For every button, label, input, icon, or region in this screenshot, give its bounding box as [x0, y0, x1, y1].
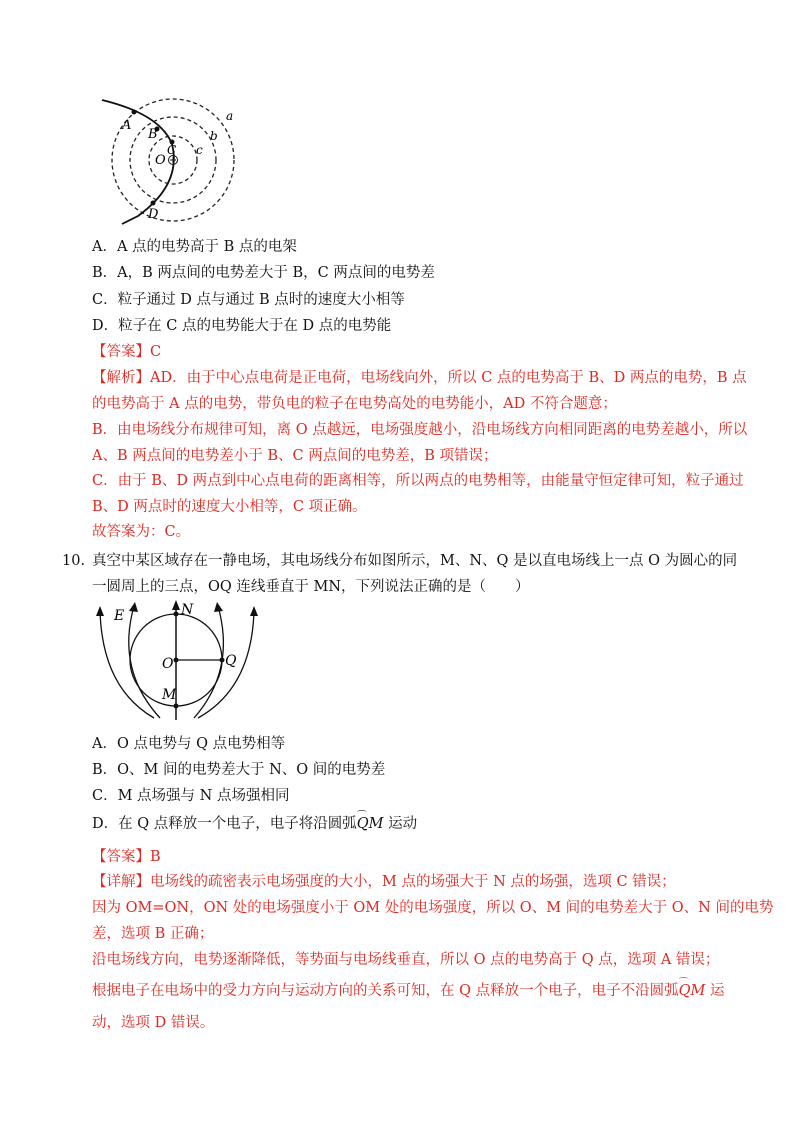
- q10-answer: 【答案】B: [92, 849, 161, 865]
- q9-analysis-line: C．由于 B、D 两点到中心点电荷的距离相等，所以两点的电势相等，由能量守恒定律可知，粒子通过: [92, 473, 744, 489]
- q9-analysis-line: 故答案为：C。: [92, 524, 191, 540]
- q10-detail-line: 因为 OM=ON，ON 处的电场强度小于 OM 处的电场强度，所以 O、M 间的电势差大于 O、N 间的电势: [92, 900, 774, 916]
- label-D: D: [148, 207, 159, 222]
- label-M: M: [162, 687, 177, 703]
- arc-qm-detail: ⌒ QM: [679, 983, 706, 999]
- arc-qm: ⌒ QM: [357, 816, 384, 832]
- q10-stem-line: 一圆周上的三点，OQ 连线垂直于 MN，下列说法正确的是（ ）: [92, 579, 530, 595]
- q10-detail-line: 沿电场线方向，电势逐渐降低，等势面与电场线垂直，所以 O 点的电势高于 Q 点，选项 A 错误；: [92, 952, 720, 968]
- q9-option-d: D．粒子在 C 点的电势能大于在 D 点的电势能: [92, 318, 392, 334]
- q10-stem-line: 真空中某区域存在一静电场，其电场线分布如图所示，M、N、Q 是以直电场线上一点 O 为圆心的同: [92, 553, 738, 569]
- q9-analysis-line: A、B 两点间的电势差小于 B、C 两点间的电势差，B 项错误；: [92, 448, 498, 464]
- label-b: b: [210, 129, 218, 143]
- q9-analysis-line: 【解析】AD．由于中心点电荷是正电荷，电场线向外，所以 C 点的电势高于 B、D 两点的电势，B 点: [92, 370, 747, 386]
- q10-number: 10.: [62, 553, 86, 569]
- q9-option-a: A．A 点的电势高于 B 点的电架: [92, 239, 297, 255]
- q9-analysis-line: 的电势高于 A 点的电势，带负电的粒子在电势高处的电势能小，AD 不符合题意；: [92, 396, 617, 412]
- q10-detail-end: 动，选项 D 错误。: [92, 1015, 215, 1031]
- label-O: O: [155, 153, 166, 168]
- field-lines-figure: [94, 600, 274, 724]
- label-B: B: [148, 127, 158, 142]
- q10-option-c: C．M 点场强与 N 点场强相同: [92, 788, 290, 804]
- q10-option-b: B．O、M 间的电势差大于 N、O 间的电势差: [92, 762, 386, 778]
- q10-option-d-end: 运动: [383, 816, 418, 832]
- label-N: N: [181, 602, 194, 618]
- q9-option-c: C．粒子通过 D 点与通过 B 点时的速度大小相等: [92, 292, 405, 308]
- label-A: A: [122, 118, 132, 133]
- q10-option-d: [92, 814, 417, 834]
- q10-option-a: A．O 点电势与 Q 点电势相等: [92, 736, 286, 752]
- q9-analysis-line: B．由电场线分布规律可知，离 O 点越远，电场强度越小，沿电场线方向相同距离的电势差越小，所以: [92, 422, 748, 438]
- label-a: a: [226, 109, 234, 123]
- q10-detail-last-end: 运: [705, 983, 725, 999]
- label-O2: O: [162, 656, 174, 672]
- label-C: C: [167, 143, 177, 157]
- equipotential-figure: [100, 96, 250, 226]
- q9-analysis-line: B、D 两点时的速度大小相等，C 项正确。: [92, 499, 367, 515]
- label-c: c: [196, 143, 203, 157]
- q10-detail-line: 差，选项 B 正确；: [92, 926, 214, 942]
- q10-detail-last-text: 根据电子在电场中的受力方向与运动方向的关系可知，在 Q 点释放一个电子，电子不沿圆弧: [92, 983, 679, 999]
- q9-answer: 【答案】C: [92, 344, 162, 360]
- label-Q: Q: [225, 653, 237, 669]
- label-E: E: [114, 608, 125, 624]
- q10-detail-line: 【详解】电场线的疏密表示电场强度的大小，M 点的场强大于 N 点的场强，选项 C 错误；: [92, 874, 676, 890]
- q10-option-d-text: D．在 Q 点释放一个电子，电子将沿圆弧: [92, 816, 357, 832]
- q9-option-b: B．A，B 两点间的电势差大于 B，C 两点间的电势差: [92, 265, 435, 281]
- q10-detail-last-line: [92, 981, 724, 1001]
